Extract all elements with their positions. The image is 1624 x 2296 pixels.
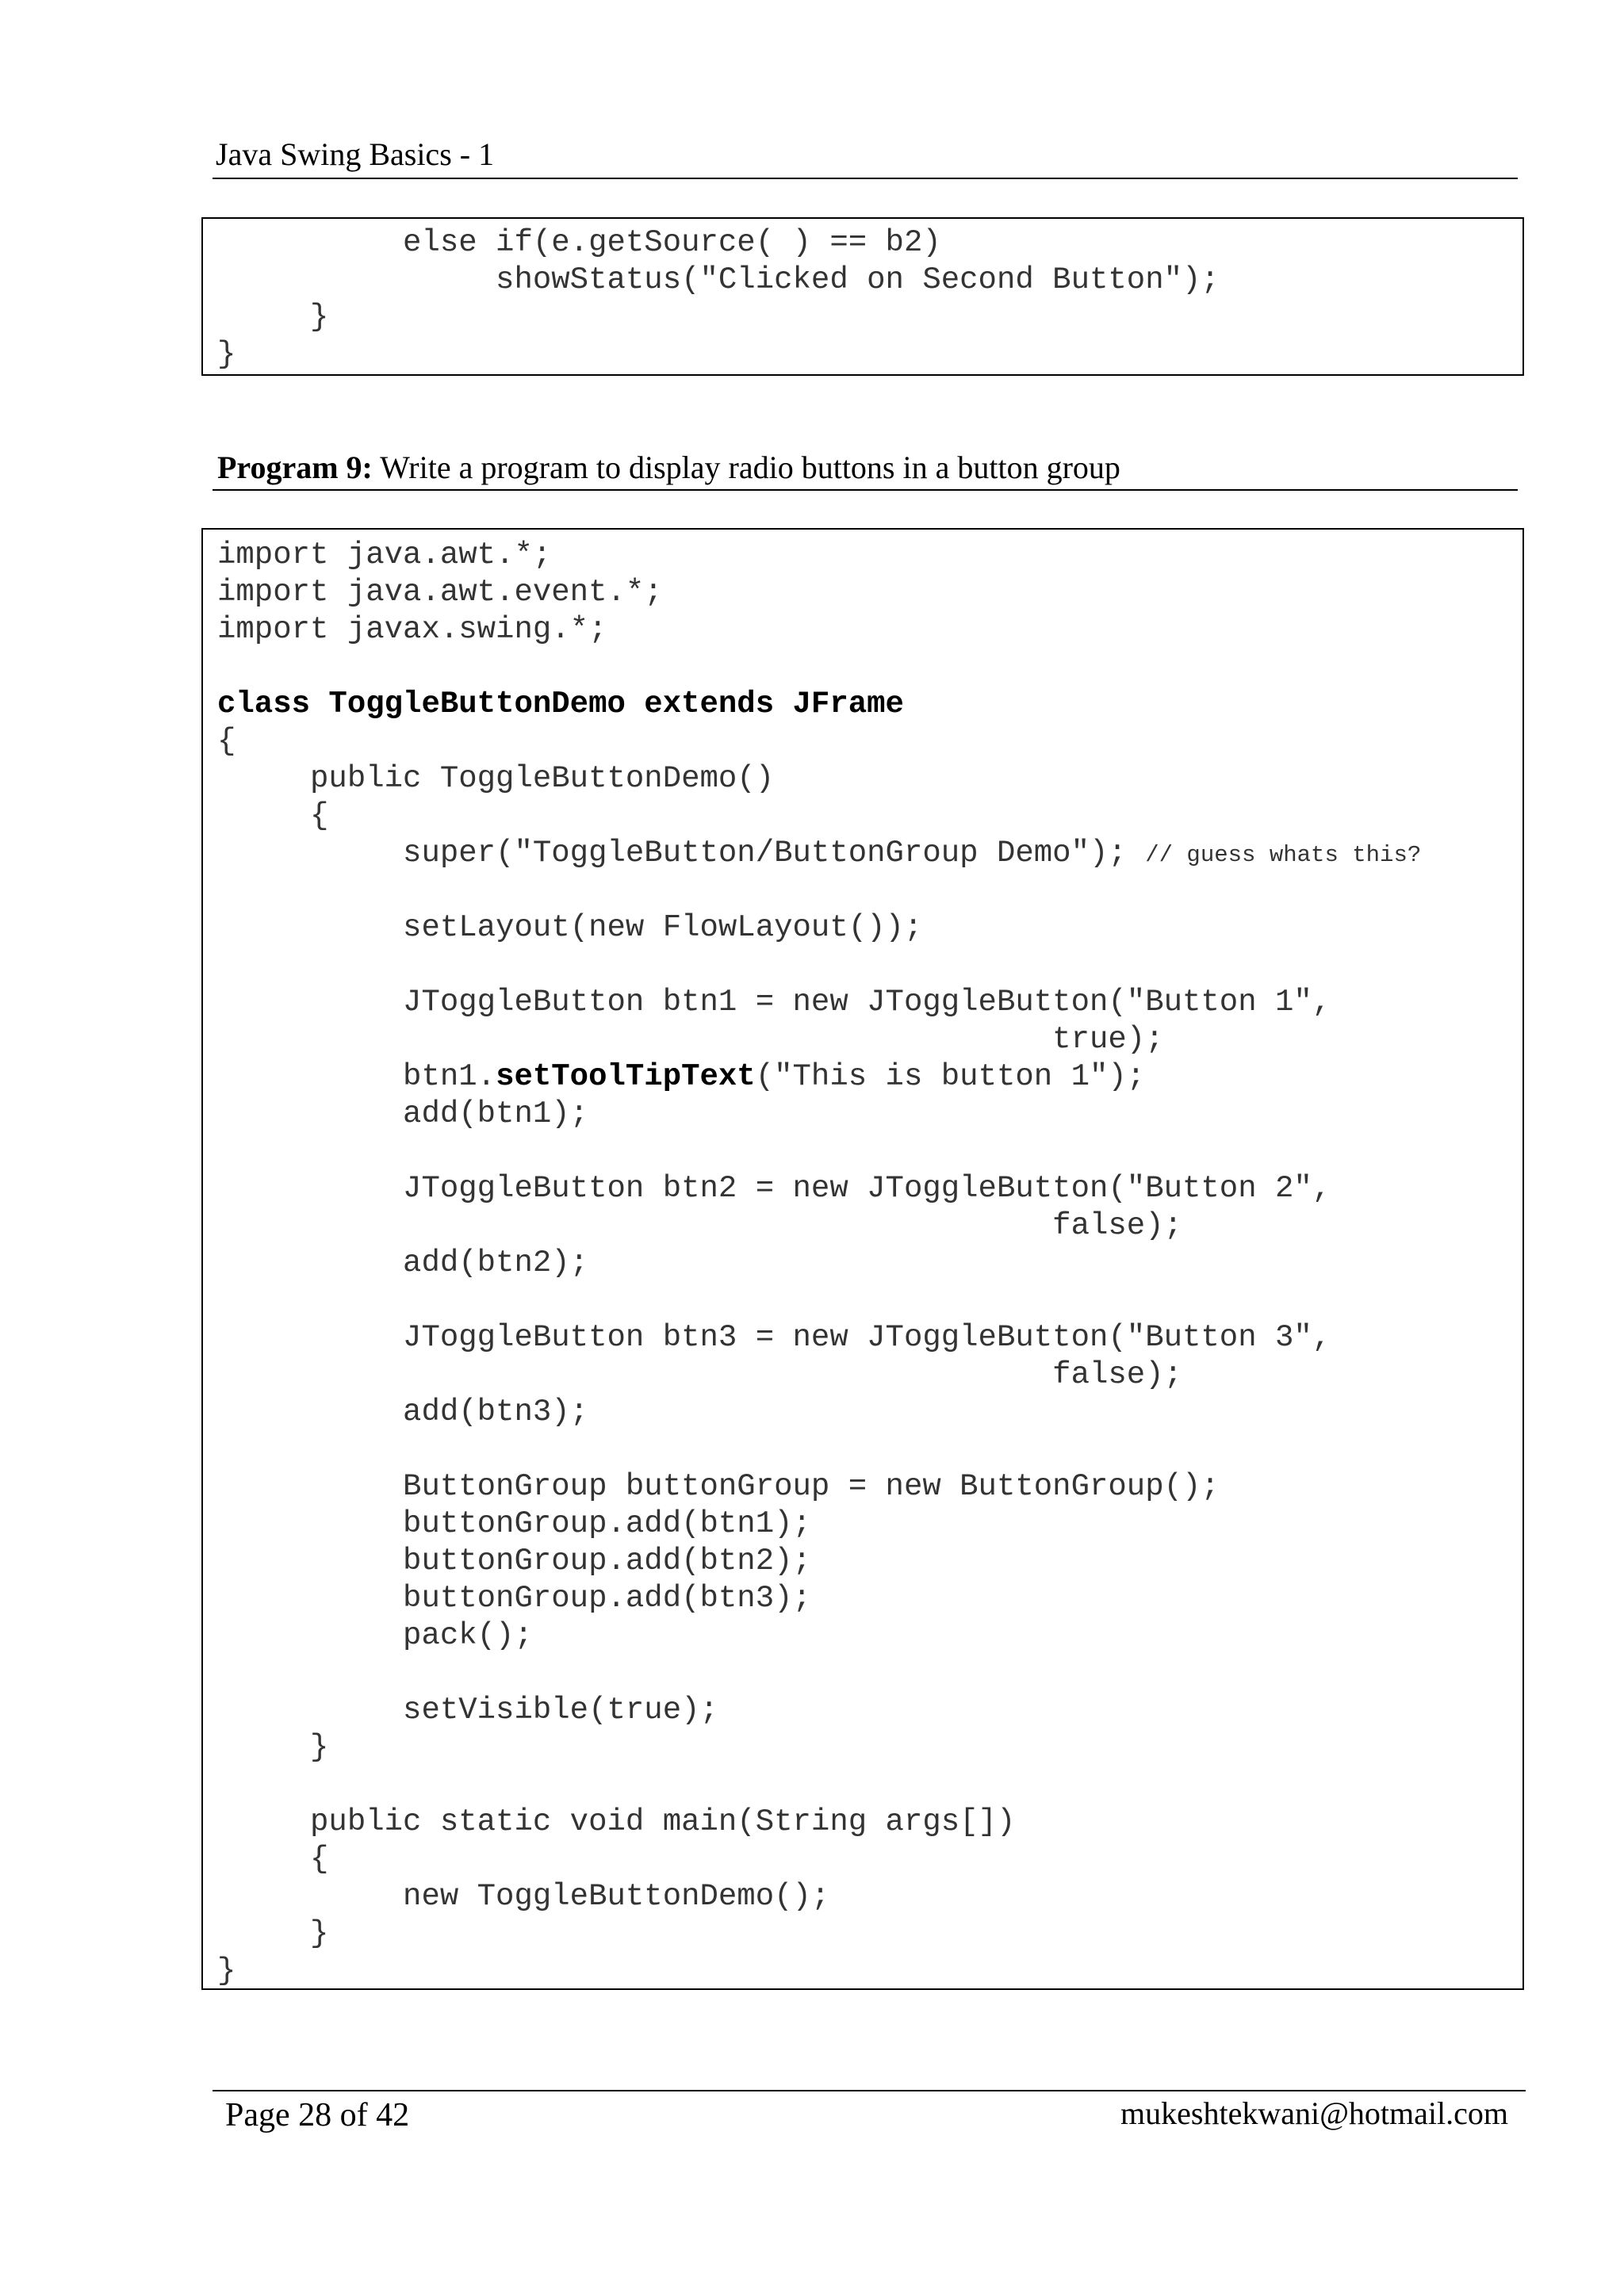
- program-label: Program 9:: [217, 450, 373, 485]
- code-line: }: [217, 1730, 329, 1765]
- page-header-title: Java Swing Basics - 1: [216, 136, 495, 172]
- code-line: showStatus("Clicked on Second Button");: [217, 262, 1220, 297]
- tooltip-suffix: ("This is button 1");: [755, 1059, 1146, 1094]
- program-description: Write a program to display radio buttons in a button group: [372, 450, 1120, 485]
- code-line: false);: [217, 1357, 1182, 1392]
- code-line: }: [217, 1916, 329, 1951]
- code-line: pack();: [217, 1618, 533, 1653]
- code-line: {: [217, 798, 329, 833]
- header-rule: [213, 178, 1518, 179]
- code-line: true);: [217, 1022, 1164, 1057]
- code-line: }: [217, 337, 236, 372]
- code-line: setVisible(true);: [217, 1693, 718, 1728]
- code-line: JToggleButton btn2 = new JToggleButton("Button 2",: [217, 1171, 1331, 1206]
- class-declaration: class ToggleButtonDemo extends JFrame: [217, 687, 904, 721]
- code-line: new ToggleButtonDemo();: [217, 1879, 830, 1914]
- code-line: buttonGroup.add(btn3);: [217, 1581, 811, 1616]
- tooltip-method: setToolTipText: [496, 1059, 756, 1094]
- code-line: else if(e.getSource( ) == b2): [217, 225, 941, 260]
- code-line: {: [217, 724, 236, 759]
- heading-rule: [213, 489, 1518, 491]
- code-line: setLayout(new FlowLayout());: [217, 910, 923, 945]
- code-line: add(btn2);: [217, 1246, 589, 1280]
- code-line: buttonGroup.add(btn1);: [217, 1506, 811, 1541]
- footer-email: mukeshtekwani@hotmail.com: [1120, 2095, 1508, 2131]
- code-line: public ToggleButtonDemo(): [217, 761, 775, 796]
- page-number: Page 28 of 42: [225, 2097, 410, 2133]
- footer-rule: [213, 2090, 1526, 2091]
- code-line: import java.awt.*;: [217, 538, 552, 572]
- code-line: {: [217, 1842, 329, 1877]
- code-line: buttonGroup.add(btn2);: [217, 1544, 811, 1578]
- code-line: [217, 686, 904, 722]
- code-line: ButtonGroup buttonGroup = new ButtonGroup();: [217, 1469, 1220, 1504]
- program-heading: [217, 448, 1120, 488]
- code-line: add(btn1);: [217, 1096, 589, 1131]
- code-line: add(btn3);: [217, 1395, 589, 1429]
- code-line: [217, 1058, 1145, 1095]
- super-call: super("ToggleButton/ButtonGroup Demo");: [217, 836, 1146, 871]
- tooltip-prefix: btn1.: [217, 1059, 496, 1094]
- code-line: public static void main(String args[]): [217, 1804, 1016, 1839]
- code-line: import java.awt.event.*;: [217, 575, 663, 610]
- code-line: import javax.swing.*;: [217, 612, 607, 647]
- code-comment: // guess whats this?: [1145, 842, 1422, 868]
- code-line: JToggleButton btn1 = new JToggleButton("Button 1",: [217, 985, 1331, 1020]
- code-line: }: [217, 300, 329, 335]
- code-line: [217, 835, 1421, 871]
- code-line: false);: [217, 1208, 1182, 1243]
- code-line: }: [217, 1954, 236, 1988]
- code-line: JToggleButton btn3 = new JToggleButton("Button 3",: [217, 1320, 1331, 1355]
